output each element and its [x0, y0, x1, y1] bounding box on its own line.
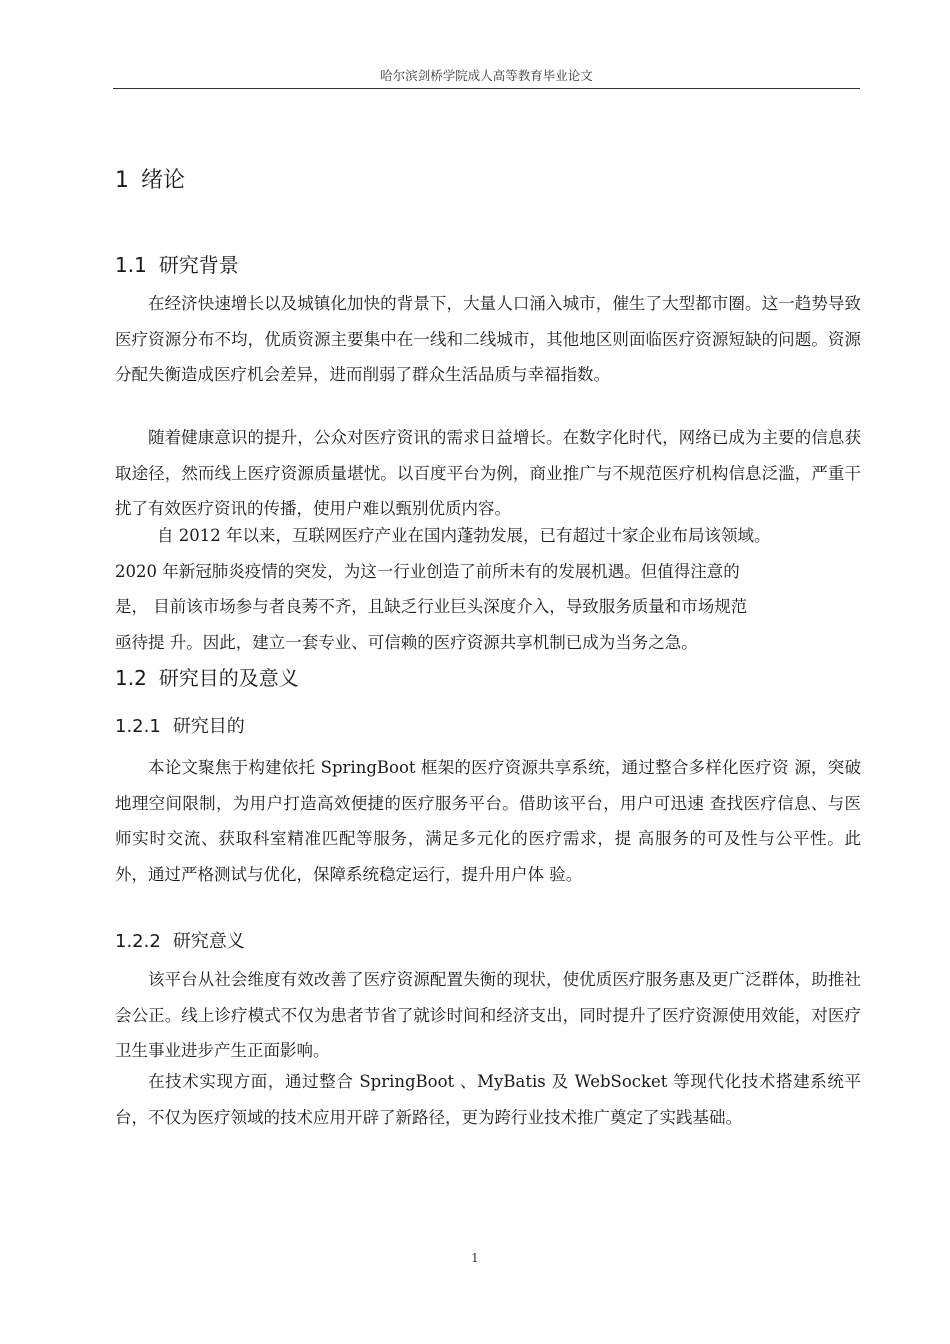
paragraph-purpose: 本论文聚焦于构建依托 SpringBoot 框架的医疗资源共享系统，通过整合多样化医疗资 源，突破地理空间限制，为用户打造高效便捷的医疗服务平台。借助该平台，用户可迅速 查找医疗信息、与医师实时交流、获取科室精准匹配等服务，满足多元化的医疗需求，提 高服务的可及性与公平性。此外，通过严格测试与优化，保障系统稳定运行，提升用户体 验。 — [115, 758, 861, 884]
paragraph-significance-1: 该平台从社会维度有效改善了医疗资源配置失衡的现状，使优质医疗服务惠及更广泛群体，助推社会公正。线上诊疗模式不仅为患者节省了就诊时间和经济支出，同时提升了医疗资源使用效能，对医疗卫生事业进步产生正面影响。 — [115, 970, 861, 1060]
paragraph-line: 是， 目前该市场参与者良莠不齐，且缺乏行业巨头深度介入，导致服务质量和市场规范 — [115, 597, 748, 616]
section-heading-1-2 — [115, 662, 299, 691]
paragraph-line: 2020 年新冠肺炎疫情的突发，为这一行业创造了前所未有的发展机遇。但值得注意的 — [115, 561, 740, 581]
section-heading-1-1 — [115, 249, 239, 278]
running-header: 哈尔滨剑桥学院成人高等教育毕业论文 — [380, 68, 593, 83]
section-title: 研究背景 — [158, 253, 239, 277]
section-number: 1.2 — [115, 666, 147, 690]
paragraph-background-3 — [115, 518, 861, 660]
section-number: 1.1 — [115, 253, 147, 277]
paragraph-background-1: 在经济快速增长以及城镇化加快的背景下，大量人口涌入城市，催生了大型都市圈。这一趋势导致医疗资源分布不均，优质资源主要集中在一线和二线城市，其他地区则面临医疗资源短缺的问题。资源分配失衡造成医疗机会差异，进而削弱了群众生活品质与幸福指数。 — [115, 294, 861, 384]
chapter-title: 绪论 — [141, 168, 186, 193]
paragraph-background-2: 随着健康意识的提升，公众对医疗资讯的需求日益增长。在数字化时代，网络已成为主要的信息获取途径，然而线上医疗资源质量堪忧。以百度平台为例，商业推广与不规范医疗机构信息泛滥，严重干扰了有效医疗资讯的传播，使用户难以甄别优质内容。 — [115, 428, 861, 518]
section-title: 研究目的及意义 — [158, 666, 299, 690]
page-number: 1 — [471, 1251, 479, 1265]
chapter-heading — [115, 163, 185, 194]
subsection-number: 1.2.1 — [115, 716, 161, 737]
subsection-title: 研究意义 — [172, 931, 245, 952]
header-rule — [113, 88, 860, 89]
paragraph-line: 亟待提 升。因此，建立一套专业、可信赖的医疗资源共享机制已成为当务之急。 — [115, 632, 698, 652]
subsection-heading-1-2-1 — [115, 712, 245, 738]
subsection-number: 1.2.2 — [115, 931, 161, 952]
chapter-number: 1 — [115, 168, 129, 193]
subsection-heading-1-2-2 — [115, 927, 245, 953]
paragraph-line: 自 2012 年以来，互联网医疗产业在国内蓬勃发展，已有超过十家企业布局该领域。 — [157, 526, 771, 545]
subsection-title: 研究目的 — [172, 716, 245, 737]
paragraph-significance-2: 在技术实现方面，通过整合 SpringBoot 、MyBatis 及 WebSocket 等现代化技术搭建系统平台，不仅为医疗领域的技术应用开辟了新路径，更为跨行业技术推广奠定了实践基础。 — [115, 1072, 861, 1127]
